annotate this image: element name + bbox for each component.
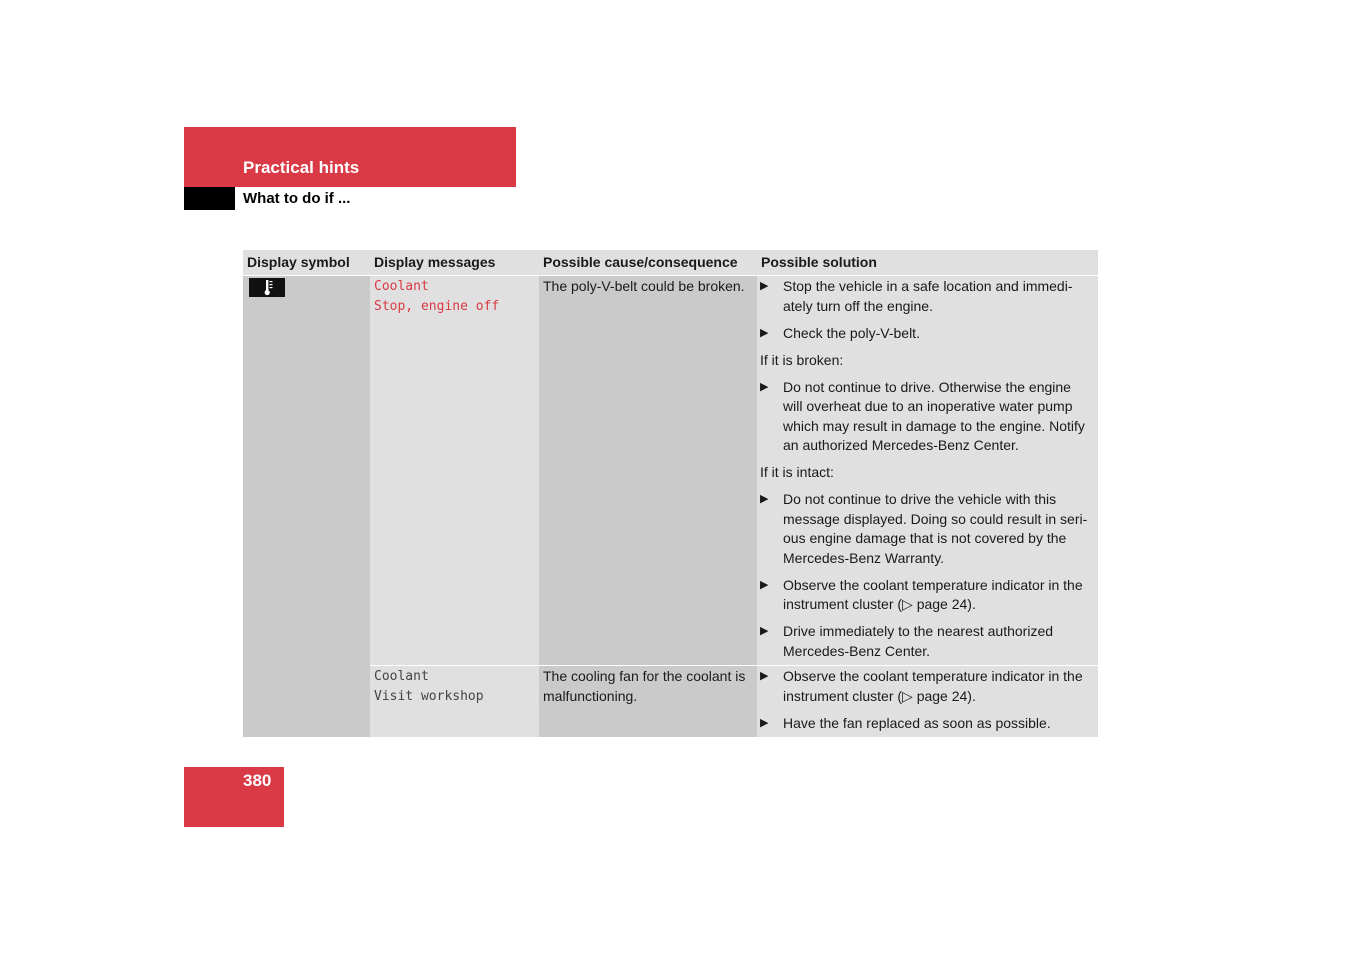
solution-step-text: Observe the coolant temperature indicator in the instrument cluster (▷ page 24).: [783, 668, 1083, 704]
display-message-text: Stop, engine off: [374, 298, 500, 314]
bullet-triangle-icon: ▶: [760, 493, 769, 505]
solution-step: [760, 324, 1094, 344]
solution-step-text: Have the fan replaced as soon as possible.: [783, 714, 1051, 731]
table-header-row: [243, 250, 1098, 276]
display-message-cell: [370, 276, 539, 665]
solution-step: [760, 490, 1094, 568]
cause-cell: The poly-V-belt could be broken.: [539, 276, 757, 665]
page-number: 380: [243, 771, 272, 790]
bullet-triangle-icon: ▶: [760, 380, 769, 393]
solution-step: [760, 714, 1094, 734]
display-messages-table: [243, 250, 1098, 737]
section-header-band: [184, 127, 516, 187]
cause-cell: The cooling fan for the coolant is malfunctioning.: [539, 666, 757, 737]
solution-cell: [757, 276, 1098, 665]
display-symbol-cell: [243, 276, 370, 737]
solution-step: [760, 378, 1094, 456]
solution-step-text: Stop the vehicle in a safe location and immedi-ately turn off the engine.: [783, 278, 1073, 314]
solution-step-text: Do not continue to drive. Otherwise the engine will overheat due to an inoperative water pump which may result in damage to the engine. Notify an authorized Mercedes-Benz Center.: [783, 378, 1085, 453]
solution-step-text: Observe the coolant temperature indicator in the instrument cluster (▷ page 24).: [783, 576, 1083, 612]
bullet-triangle-icon: ▶: [760, 625, 769, 637]
solution-step: [760, 667, 1094, 706]
display-message-text: Coolant: [374, 669, 429, 684]
solution-cell: [757, 666, 1098, 737]
bullet-triangle-icon: ▶: [760, 326, 769, 339]
column-header: Possible cause/consequence: [543, 254, 738, 270]
table-row: [370, 276, 1098, 666]
bullet-triangle-icon: ▶: [760, 670, 769, 682]
solution-step-text: Do not continue to drive the vehicle with this message displayed. Doing so could result in seri-ous engine damage that is not covered by the Mercedes-Benz Warranty.: [783, 491, 1088, 566]
display-message-text: Visit workshop: [374, 688, 484, 704]
column-header: Possible solution: [761, 254, 877, 270]
bullet-triangle-icon: ▶: [760, 716, 769, 729]
solution-step: [760, 576, 1094, 615]
solution-step: [760, 622, 1094, 661]
bullet-triangle-icon: ▶: [760, 280, 769, 292]
solution-step-text: Check the poly-V-belt.: [783, 324, 920, 341]
coolant-thermometer-icon: [249, 278, 285, 297]
bullet-triangle-icon: ▶: [760, 578, 769, 591]
solution-step-text: Drive immediately to the nearest authorized Mercedes-Benz Center.: [783, 623, 1054, 659]
subtitle-marker: [184, 187, 235, 210]
solution-step: [760, 277, 1094, 316]
table-row: [370, 666, 1098, 737]
display-message-cell: [370, 666, 539, 737]
solution-condition: If it is intact:: [760, 464, 834, 480]
display-message-text: Coolant: [374, 279, 429, 294]
page-subtitle: What to do if ...: [243, 190, 351, 207]
column-header: Display symbol: [247, 254, 350, 270]
column-header: Display messages: [374, 254, 496, 270]
solution-condition: If it is broken:: [760, 351, 844, 368]
section-title: Practical hints: [243, 158, 360, 177]
